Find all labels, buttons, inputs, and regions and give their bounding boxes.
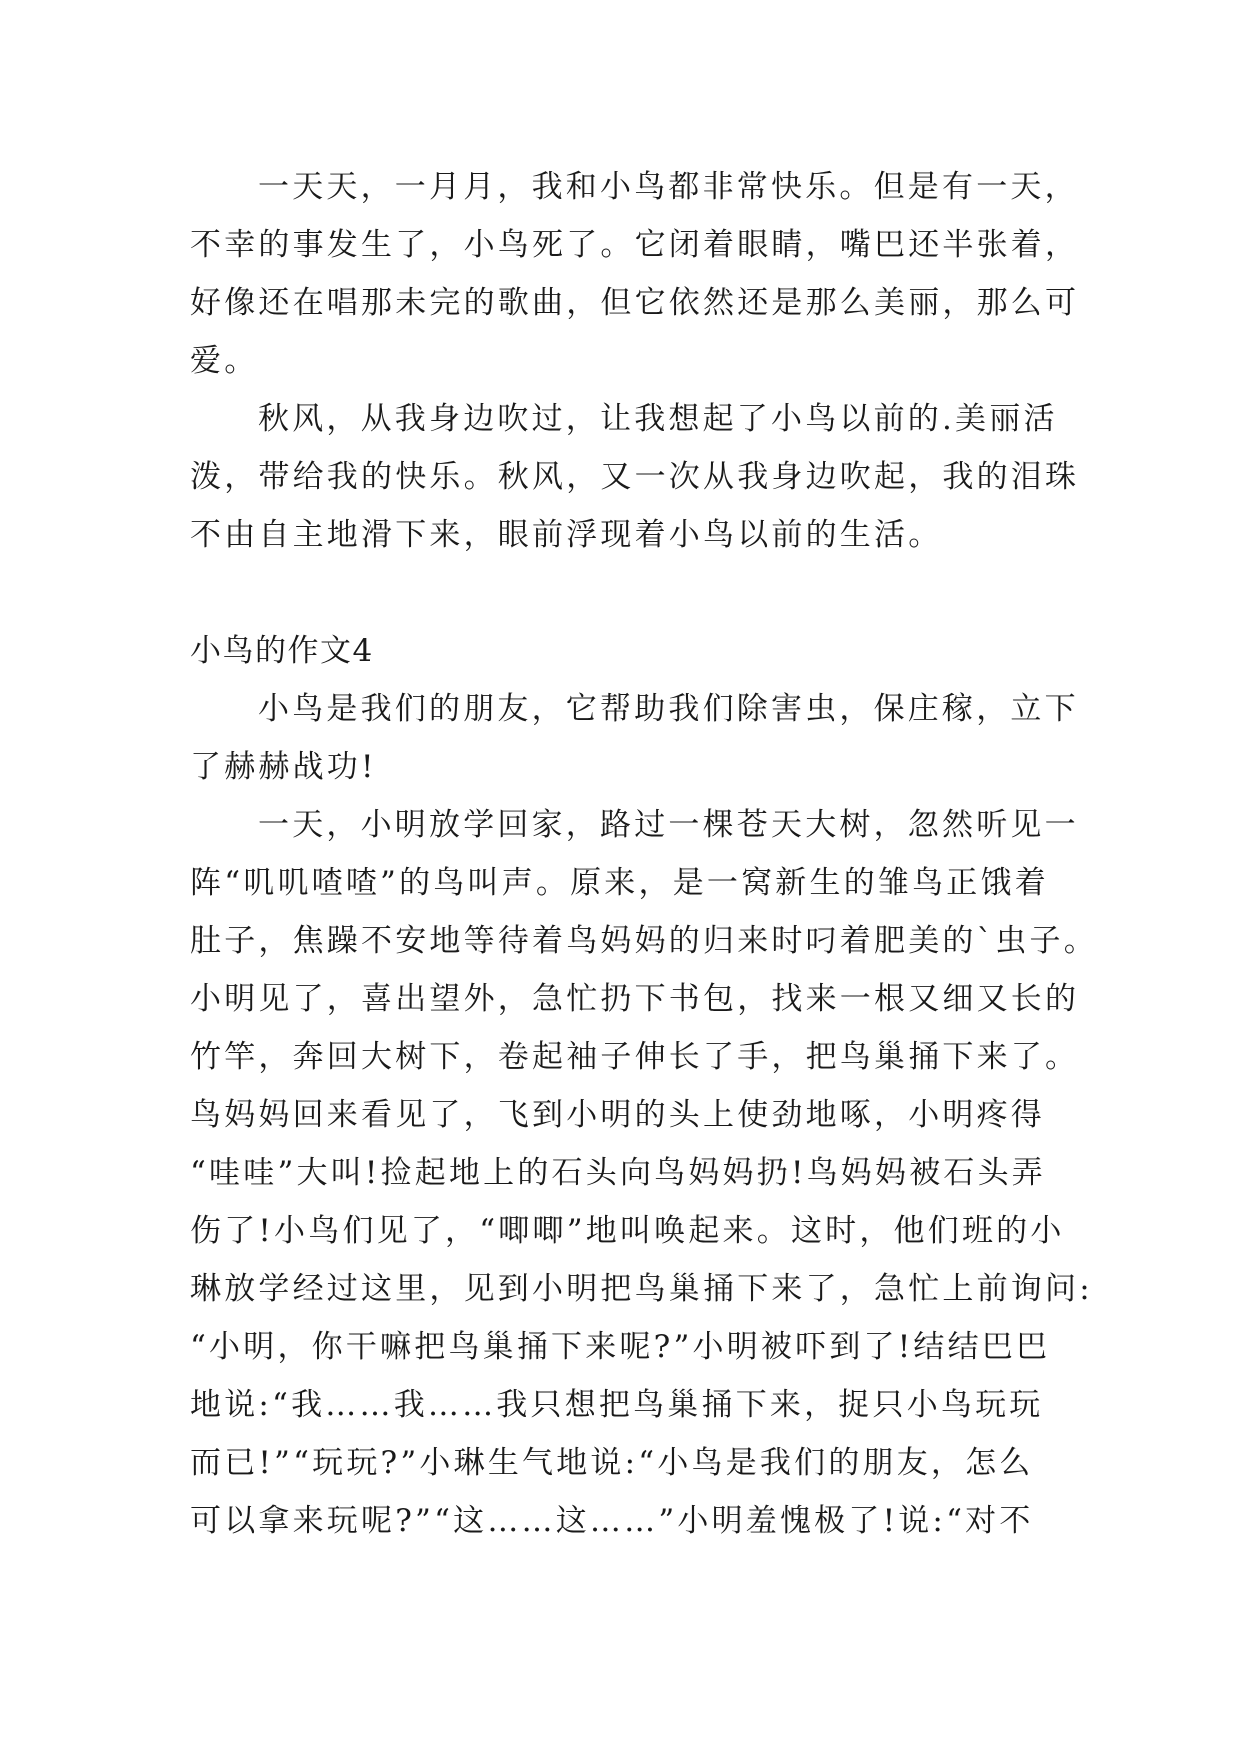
section-heading: 小鸟的作文4: [190, 633, 374, 669]
paragraph-4-line-10: “小明，你干嘛把鸟巢捅下来呢?”小明被吓到了!结结巴巴: [190, 1329, 1051, 1365]
paragraph-1-line-2: 不幸的事发生了，小鸟死了。它闭着眼睛，嘴巴还半张着，: [190, 227, 1080, 263]
paragraph-4-line-7: “哇哇”大叫!捡起地上的石头向鸟妈妈扔!鸟妈妈被石头弄: [190, 1155, 1047, 1191]
paragraph-2-line-2: 泼，带给我的快乐。秋风，又一次从我身边吹起，我的泪珠: [190, 459, 1080, 495]
paragraph-4-line-11: 地说:“我……我……我只想把鸟巢捅下来，捉只小鸟玩玩: [190, 1387, 1044, 1423]
paragraph-4-line-2: 阵“叽叽喳喳”的鸟叫声。原来，是一窝新生的雏鸟正饿着: [190, 865, 1049, 901]
paragraph-4-line-9: 琳放学经过这里，见到小明把鸟巢捅下来了，急忙上前询问:: [190, 1271, 1093, 1307]
paragraph-3-line-2: 了赫赫战功!: [190, 749, 377, 785]
paragraph-1-line-3: 好像还在唱那未完的歌曲，但它依然还是那么美丽，那么可: [190, 285, 1080, 321]
paragraph-2-line-3: 不由自主地滑下来，眼前浮现着小鸟以前的生活。: [190, 517, 943, 553]
paragraph-1-line-4: 爱。: [190, 343, 259, 379]
paragraph-4-line-6: 鸟妈妈回来看见了，飞到小明的头上使劲地啄，小明疼得: [190, 1097, 1045, 1133]
paragraph-4-line-3: 肚子，焦躁不安地等待着鸟妈妈的归来时叼着肥美的`虫子。: [190, 923, 1098, 959]
paragraph-4-line-5: 竹竿，奔回大树下，卷起袖子伸长了手，把鸟巢捅下来了。: [190, 1039, 1080, 1075]
paragraph-4-line-13: 可以拿来玩呢?”“这……这……”小明羞愧极了!说:“对不: [190, 1503, 1034, 1539]
paragraph-4-line-1: 一天，小明放学回家，路过一棵苍天大树，忽然听见一: [258, 807, 1079, 843]
paragraph-3-line-1: 小鸟是我们的朋友，它帮助我们除害虫，保庄稼，立下: [258, 691, 1079, 727]
paragraph-4-line-12: 而已!”“玩玩?”小琳生气地说:“小鸟是我们的朋友，怎么: [190, 1445, 1034, 1481]
paragraph-1-line-1: 一天天，一月月，我和小鸟都非常快乐。但是有一天，: [258, 169, 1079, 205]
paragraph-2-line-1: 秋风，从我身边吹过，让我想起了小鸟以前的.美丽活: [258, 401, 1058, 437]
paragraph-4-line-8: 伤了!小鸟们见了，“唧唧”地叫唤起来。这时，他们班的小: [190, 1213, 1065, 1249]
paragraph-4-line-4: 小明见了，喜出望外，急忙扔下书包，找来一根又细又长的: [190, 981, 1080, 1017]
